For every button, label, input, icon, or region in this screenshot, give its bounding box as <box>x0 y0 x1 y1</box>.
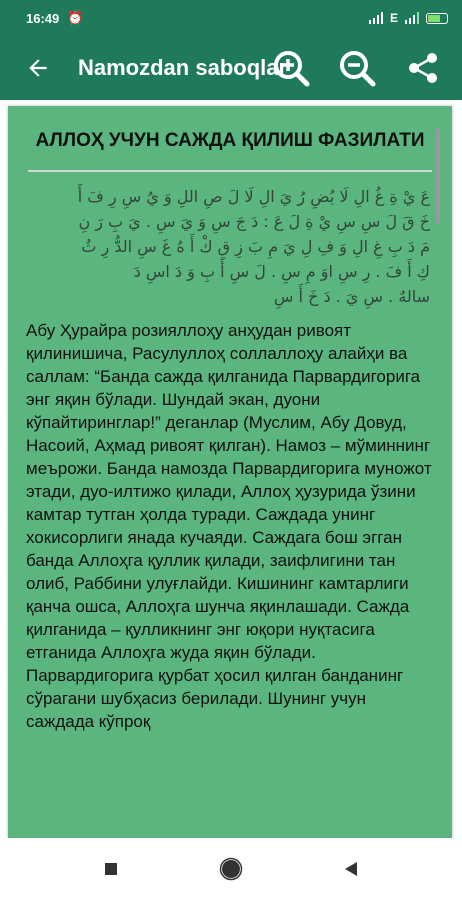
system-nav-bar <box>0 838 462 900</box>
signal-icon <box>368 12 384 24</box>
zoom-out-button[interactable] <box>334 45 380 91</box>
arabic-line: خَ قَ لَ سِ سِ يْ ةِ لَ عَ : دَ جَ سِ وَ يَ سِ . يَ بِ رَ نِ <box>78 212 430 231</box>
toolbar-actions <box>268 45 446 91</box>
alarm-icon: ⏰ <box>67 10 84 25</box>
article-card[interactable] <box>8 106 452 838</box>
zoom-in-icon <box>271 48 311 88</box>
status-icons <box>368 11 448 25</box>
article-body: Абу Ҳурайра розияллоҳу анҳудан ривоят қилинишича, Расулуллоҳ соллаллоҳу алайҳи ва саллам: “Банда сажда қилганида Парвардигорига энг яқин бўлади. Шундай экан, дуони кўпайтиринглар!” деганлар (Муслим, Абу Довуд, Насоий, Аҳмад ривоят қилган). Намоз – мўминнинг меърожи. Банда намозда Парвардигорига муножот этади, дуо-илтижо қилади, Аллоҳ ҳузурида ўзини камтар тутган ҳолда туради. Саждада унинг хокисорлиги янада кучаяди. Саждага бош эгган банда Аллоҳга қуллик қилади, заифлигини тан олиб, Раббини улуғлайди. Кишининг камтарлиги қанча ошса, Аллоҳга шунча яқинлашади. Сажда қилганида – қулликнинг энг юқори нуқтасига етганида Аллоҳга жуда яқин бўлади. Парвардигорига қурбат ҳосил қилган банданинг сўрагани шубҳасиз берилади. Шунинг учун саждада кўпроқ <box>26 321 432 731</box>
home-circle-icon <box>219 857 243 881</box>
network-type: E <box>389 11 398 25</box>
arabic-line: عَ يْ ةِ غُ الِ لَا يُضِ رُ يَ الِ لَا لَ صِ اللِ وَ يُ سِ رِ فَ أَ <box>77 187 430 206</box>
back-triangle-icon <box>344 861 358 877</box>
system-back-button[interactable] <box>331 849 371 889</box>
back-arrow-icon <box>25 55 51 81</box>
battery-icon <box>426 13 448 24</box>
recents-square-icon <box>104 862 118 876</box>
recents-button[interactable] <box>91 849 131 889</box>
app-bar <box>0 36 462 100</box>
page-title: Namozdan saboqlar <box>78 55 288 80</box>
share-icon <box>406 51 440 85</box>
zoom-in-button[interactable] <box>268 45 314 91</box>
arabic-line: سالهٌ . سِ يَ . دَ خَ أَ سِ <box>273 287 430 306</box>
article-heading: АЛЛОҲ УЧУН САЖДА ҚИЛИШ ФАЗИЛАТИ <box>35 130 425 151</box>
arabic-text <box>8 172 452 309</box>
scrollbar[interactable] <box>436 128 440 224</box>
arabic-line: مَ دَ بِ غِ الِ وَ فِ لِ يَ مِ بَ زِ قِ كْ أَ هُ غَ سِ الدُّ رِ ثُ <box>81 237 430 256</box>
zoom-out-icon <box>337 48 377 88</box>
arabic-line: كِ أَ فَ . رِ سِ اوَ مِ سِ . لَ سِ أَ بِ وَ دَ اسِ دَ <box>133 262 430 281</box>
back-button[interactable] <box>10 36 66 100</box>
share-button[interactable] <box>400 45 446 91</box>
status-time: 16:49 <box>26 10 60 26</box>
signal-icon-2 <box>404 12 420 24</box>
home-button[interactable] <box>211 849 251 889</box>
content-area[interactable] <box>0 100 462 838</box>
status-bar <box>0 0 462 36</box>
